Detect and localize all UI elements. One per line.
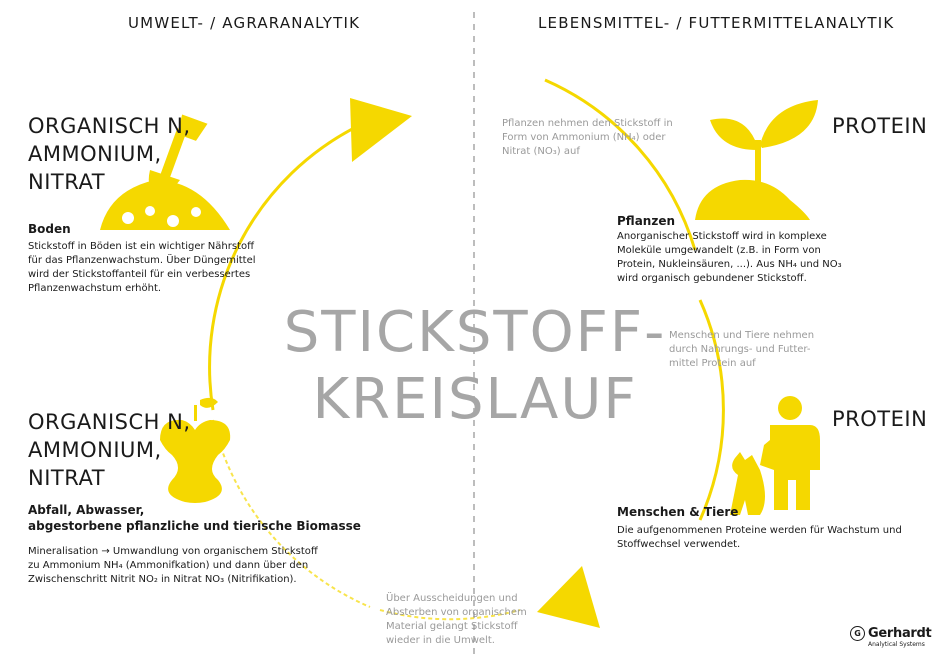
- humans-text-line: Die aufgenommenen Proteine werden für Wachstum und: [617, 525, 902, 536]
- center-title-line2: KREISLAUF: [312, 367, 638, 432]
- center-title: [250, 300, 700, 432]
- note-line: Menschen und Tiere nehmen: [669, 330, 815, 341]
- waste-label-line: Abfall, Abwasser,: [28, 503, 145, 517]
- soil-title: [28, 112, 191, 196]
- plants-text-line: wird organisch gebundener Stickstoff.: [617, 273, 807, 284]
- plants-text-line: Protein, Nukleinsäuren, ...). Aus NH₄ und NO₃: [617, 259, 842, 270]
- person-dog-icon: [730, 396, 820, 515]
- note-protein-uptake: [669, 329, 814, 371]
- plants-text-line: Anorganischer Stickstoff wird in komplexe: [617, 231, 827, 242]
- waste-text: [28, 545, 318, 587]
- waste-text-line: zu Ammonium NH₄ (Ammonifkation) und dann über den: [28, 560, 309, 571]
- soil-label: Boden: [28, 222, 71, 236]
- note-line: Über Ausscheidungen und: [386, 593, 518, 604]
- waste-title-line: ORGANISCH N,: [28, 410, 191, 434]
- soil-text-line: Stickstoff in Böden ist ein wichtiger Nährstoff: [28, 241, 254, 252]
- note-line: durch Nahrungs- und Futter-: [669, 344, 811, 355]
- note-return-environment: [386, 592, 527, 648]
- plants-text: [617, 230, 842, 286]
- humans-label: Menschen & Tiere: [617, 505, 739, 519]
- note-line: Material gelangt Stickstoff: [386, 621, 518, 632]
- header-food: LEBENSMITTEL- / FUTTERMITTELANALYTIK: [538, 14, 895, 32]
- soil-title-line: ORGANISCH N,: [28, 114, 191, 138]
- arrow-head-bottom: [537, 566, 600, 628]
- gerhardt-logo: [850, 626, 942, 648]
- logo-mark-icon: G: [850, 626, 865, 641]
- plant-sprout-icon: [695, 100, 818, 220]
- note-line: Form von Ammonium (NH₄) oder: [502, 132, 666, 143]
- center-title-line1: STICKSTOFF-: [283, 300, 667, 365]
- waste-label-line: abgestorbene pflanzliche und tierische Biomasse: [28, 519, 361, 533]
- humans-text-line: Stoffwechsel verwendet.: [617, 539, 741, 550]
- note-line: mittel Protein auf: [669, 358, 756, 369]
- plants-title: PROTEIN: [832, 114, 928, 138]
- waste-title-line: NITRAT: [28, 466, 106, 490]
- arrow-head-top: [350, 98, 412, 162]
- plants-label: Pflanzen: [617, 214, 675, 228]
- note-line: wieder in die Umwelt.: [386, 635, 495, 646]
- soil-text: [28, 240, 256, 296]
- plants-text-line: Moleküle umgewandelt (z.B. in Form von: [617, 245, 821, 256]
- humans-text: [617, 524, 902, 552]
- waste-title: [28, 408, 191, 492]
- waste-text-line: Mineralisation → Umwandlung von organischem Stickstoff: [28, 546, 318, 557]
- note-line: Absterben von organischem: [386, 607, 527, 618]
- note-plants-uptake: [502, 117, 673, 159]
- soil-title-line: NITRAT: [28, 170, 106, 194]
- logo-name: Gerhardt: [868, 626, 932, 641]
- humans-title: PROTEIN: [832, 407, 928, 431]
- logo-tagline: Analytical Systems: [868, 641, 925, 648]
- soil-title-line: AMMONIUM,: [28, 142, 162, 166]
- note-line: Nitrat (NO₃) auf: [502, 146, 580, 157]
- waste-label: [28, 502, 361, 534]
- note-line: Pflanzen nehmen den Stickstoff in: [502, 118, 673, 129]
- soil-text-line: wird der Stickstoffanteil für ein verbessertes: [28, 269, 251, 280]
- waste-title-line: AMMONIUM,: [28, 438, 162, 462]
- waste-text-line: Zwischenschritt Nitrit NO₂ in Nitrat NO₃ (Nitrifikation).: [28, 574, 297, 585]
- soil-text-line: Pflanzenwachstum erhöht.: [28, 283, 162, 294]
- header-environment: UMWELT- / AGRARANALYTIK: [128, 14, 361, 32]
- soil-text-line: für das Pflanzenwachstum. Über Düngemittel: [28, 255, 256, 266]
